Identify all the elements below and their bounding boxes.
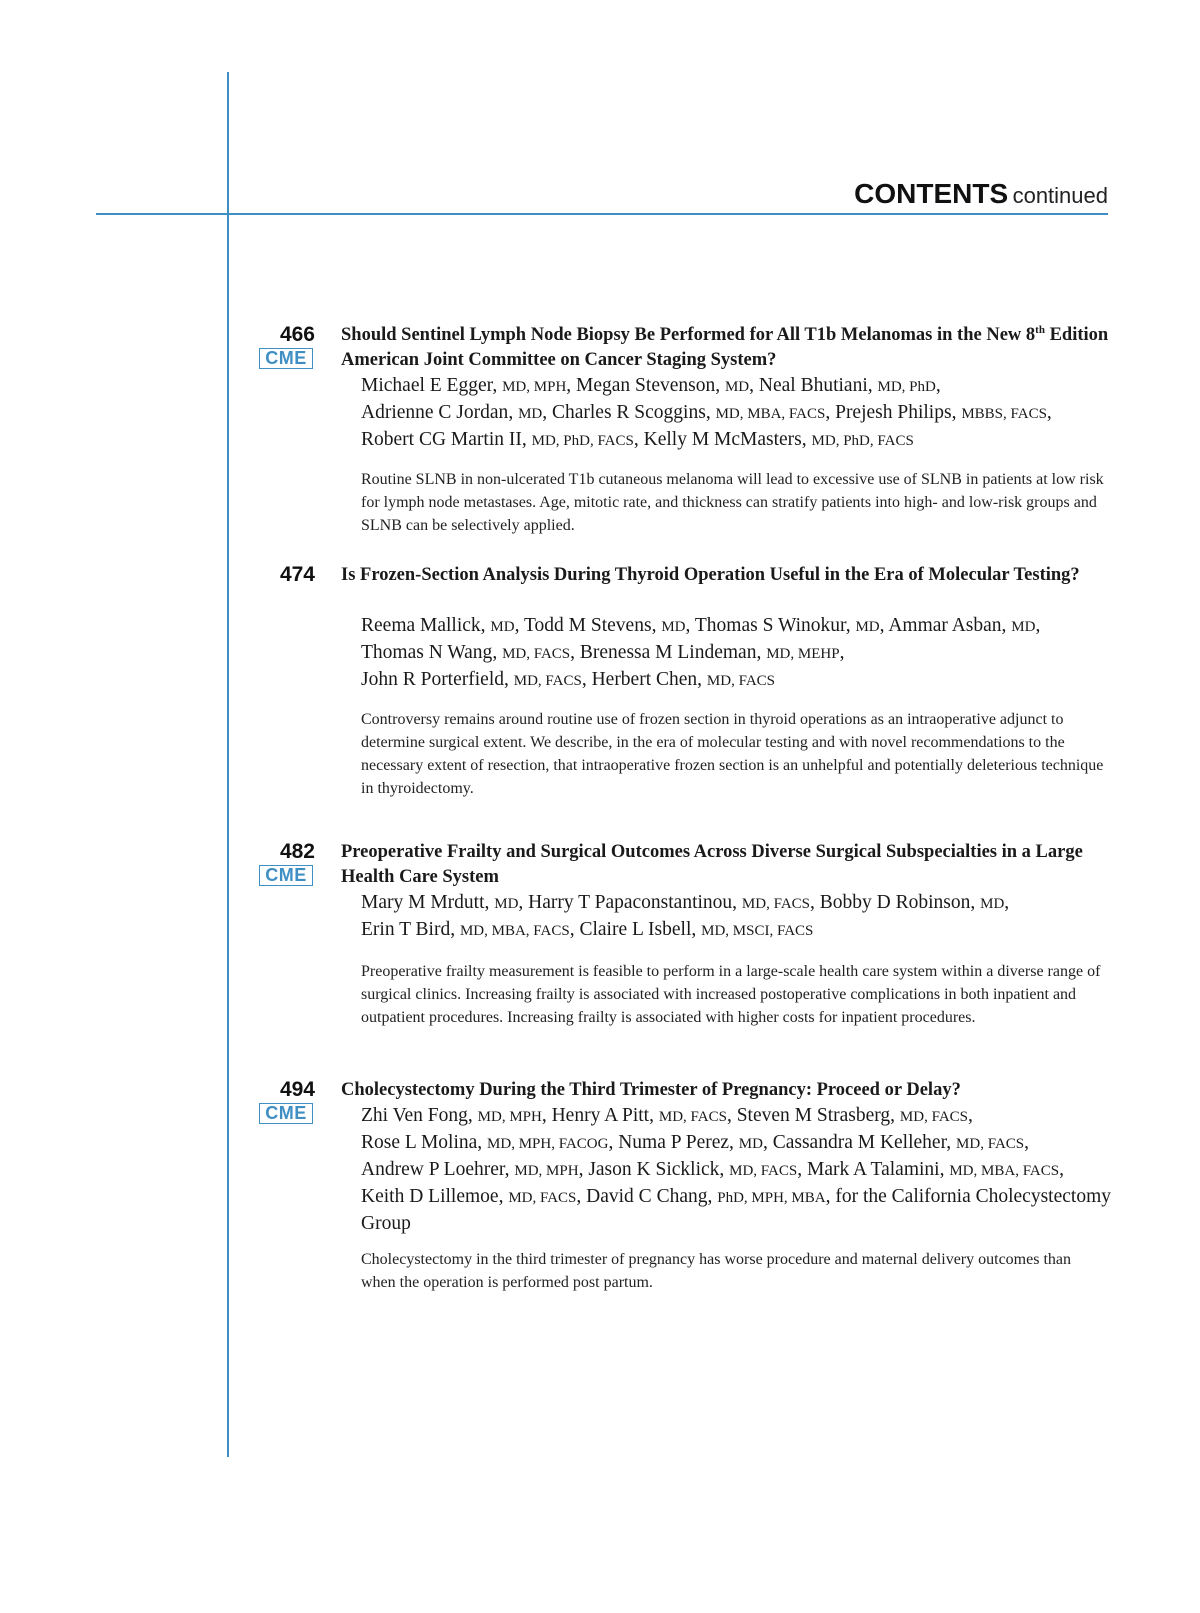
cme-badge: CME (259, 348, 313, 369)
article-authors: Mary M Mrdutt, MD, Harry T Papaconstantinou, MD, FACS, Bobby D Robinson, MD, Erin T Bird, MD, MBA, FACS, Claire L Isbell, MD, MSCI, FACS (361, 892, 1010, 940)
article-authors: Zhi Ven Fong, MD, MPH, Henry A Pitt, MD, FACS, Steven M Strasberg, MD, FACS, Rose L Molina, MD, MPH, FACOG, Numa P Perez, MD, Cassandra M Kelleher, MD, FACS, Andrew P Loehrer, MD, MPH, Jason K Sicklick, MD, FACS, Mark A Talamini, MD, MBA, FACS, Keith D Lillemoe, MD, FACS, David C Chang, PhD, MPH, MBA, for the California Cholecystectomy Group (361, 1105, 1111, 1234)
horizontal-rule (96, 213, 1108, 215)
article-title[interactable]: Is Frozen-Section Analysis During Thyroid Operation Useful in the Era of Molecular Testing? (341, 565, 1080, 585)
article-authors: Michael E Egger, MD, MPH, Megan Stevenson, MD, Neal Bhutiani, MD, PhD, Adrienne C Jordan, MD, Charles R Scoggins, MD, MBA, FACS, Prejesh Philips, MBBS, FACS, Robert CG Martin II, MD, PhD, FACS, Kelly M McMasters, MD, PhD, FACS (361, 375, 1052, 450)
article-abstract: Preoperative frailty measurement is feasible to perform in a large-scale health care system within a diverse range of surgical clinics. Increasing frailty is associated with increased postoperative complications in both inpatient and outpatient procedures. Increasing frailty is associated with higher costs for inpatient procedures. (361, 963, 1101, 1026)
article-abstract: Cholecystectomy in the third trimester of pregnancy has worse procedure and maternal delivery outcomes than when the operation is performed post partum. (361, 1251, 1071, 1291)
page-header (854, 180, 1108, 208)
page-number: 494 (279, 1078, 315, 1101)
cme-badge: CME (259, 1103, 313, 1124)
article-title[interactable]: Preoperative Frailty and Surgical Outcomes Across Diverse Surgical Subspecialties in a Large Health Care System (341, 842, 1083, 887)
header-continued: continued (1012, 183, 1108, 208)
article-title[interactable]: Should Sentinel Lymph Node Biopsy Be Performed for All T1b Melanomas in the New 8th Edition American Joint Committee on Cancer Staging System? (341, 323, 1109, 370)
page-number: 466 (279, 323, 315, 346)
article-authors: Reema Mallick, MD, Todd M Stevens, MD, Thomas S Winokur, MD, Ammar Asban, MD, Thomas N Wang, MD, FACS, Brenessa M Lindeman, MD, MEHP, John R Porterfield, MD, FACS, Herbert Chen, MD, FACS (361, 615, 1041, 690)
page-number: 482 (279, 840, 315, 863)
article-title[interactable]: Cholecystectomy During the Third Trimester of Pregnancy: Proceed or Delay? (341, 1080, 961, 1100)
article-abstract: Controversy remains around routine use of frozen section in thyroid operations as an intraoperative adjunct to determine surgical extent. We describe, in the era of molecular testing and with novel recommendations to the necessary extent of resection, that intraoperative frozen section is an unhelpful and potentially deleterious technique in thyroidectomy. (361, 711, 1104, 797)
cme-badge: CME (259, 865, 313, 886)
page-number: 474 (279, 563, 315, 586)
header-contents: CONTENTS (854, 178, 1009, 209)
vertical-rule (227, 72, 229, 1457)
article-abstract: Routine SLNB in non-ulcerated T1b cutaneous melanoma will lead to excessive use of SLNB in patients at low risk for lymph node metastases. Age, mitotic rate, and thickness can stratify patients into high- and low-risk groups and SLNB can be selectively applied. (361, 471, 1104, 534)
